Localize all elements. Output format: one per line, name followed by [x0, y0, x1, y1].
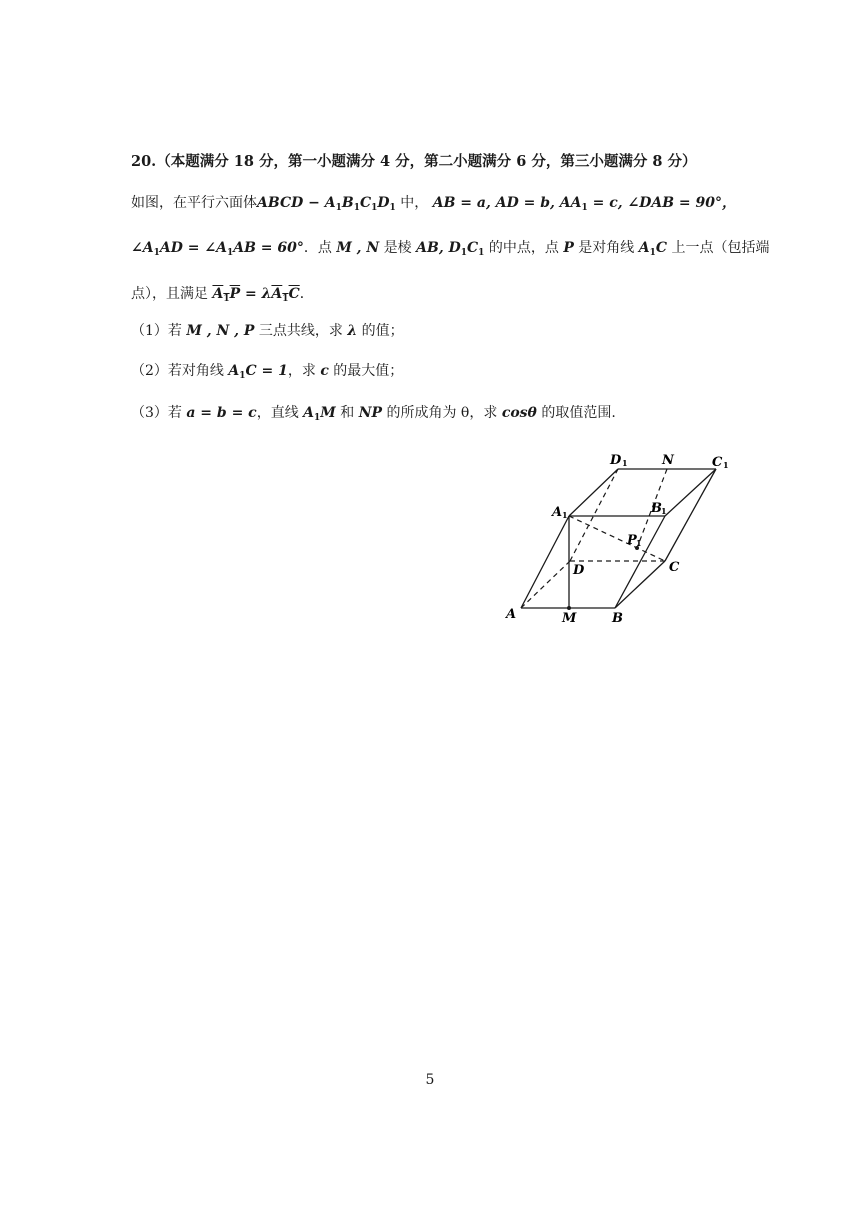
edge-bc — [615, 561, 665, 608]
problem-line-3: 点），且满足 $A_1P = \lambda A_1C$． — [131, 286, 314, 304]
svg-text:1: 1 — [622, 458, 628, 468]
question-1: （1）若 M , N , P 三点共线，求 λ 的值； — [131, 323, 404, 339]
edge-d1a1 — [569, 469, 618, 516]
problem-heading: 20.（本题满分 18 分，第一小题满分 4 分，第二小题满分 6 分，第三小题满分 8 分） — [131, 153, 697, 170]
label-d1: D — [610, 453, 622, 468]
edge-bb1 — [615, 516, 665, 608]
page-number: 5 — [425, 1072, 435, 1088]
edge-b1c1 — [665, 469, 716, 516]
edge-dd1-hidden — [570, 469, 618, 561]
edge-ad-hidden — [521, 561, 570, 608]
label-p: P — [627, 533, 637, 548]
label-b: B — [612, 611, 623, 626]
label-n: N — [662, 453, 674, 468]
problem-line-2: $\angle A_1AD$ = $\angle A_1AB = 60^\circ$．点 M , N 是棱 AB, $D_1C_1$ 的中点，点 P 是对角线 $A_1C$ 上一点（包括端 — [131, 240, 770, 258]
parallelepiped-figure — [498, 446, 738, 630]
vector-a1c: $A_1C$ — [271, 286, 300, 304]
parallelepiped-diagram — [498, 446, 738, 626]
problem-line-1: 如图，在平行六面体ABCD − $A_1B_1C_1D_1$ 中， AB = a, AD = b, $AA_1 = c$, ∠DAB = 90°， — [131, 195, 737, 213]
label-m: M — [562, 611, 577, 626]
point-m — [567, 606, 571, 610]
question-3: （3）若 a = b = c，直线 $A_1M$ 和 NP 的所成角为 θ，求 cosθ 的取值范围. — [131, 405, 616, 423]
svg-text:1: 1 — [723, 460, 729, 470]
label-c: C — [669, 560, 680, 575]
label-a1: A — [552, 505, 563, 520]
question-2: （2）若对角线 $A_1C = 1$，求 c 的最大值； — [131, 363, 404, 381]
svg-text:1: 1 — [562, 510, 568, 520]
edge-aa1 — [521, 516, 569, 608]
svg-text:1: 1 — [661, 506, 667, 516]
diagonal-a1c — [569, 516, 665, 561]
vector-a1p: $A_1P$ — [212, 286, 241, 304]
label-d: D — [573, 563, 585, 578]
label-b1: B — [651, 501, 662, 516]
label-c1: C — [712, 455, 723, 470]
label-a: A — [506, 607, 517, 622]
edge-cc1 — [665, 469, 716, 561]
svg-text:1: 1 — [636, 538, 642, 548]
